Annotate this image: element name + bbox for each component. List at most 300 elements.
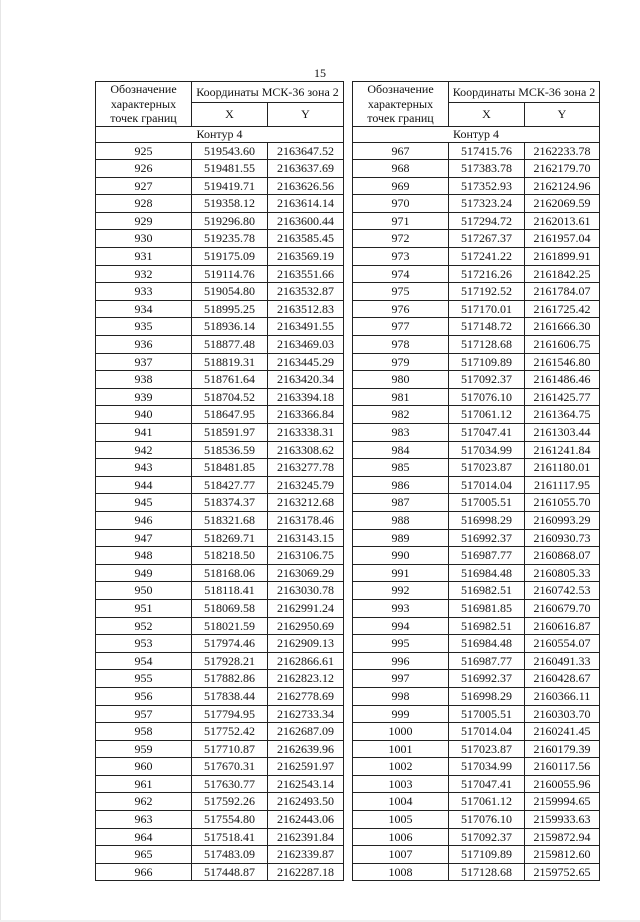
x-value: 517092.37 [449,371,525,389]
table-row [96,265,344,283]
table-row [353,406,600,424]
x-value: 519543.60 [192,142,268,160]
y-value: 2159994.65 [525,793,600,811]
table-row [353,142,600,160]
y-value: 2163277.78 [268,459,344,477]
coordinates-header: Координаты МСК-36 зона 2 [449,82,600,103]
x-value: 517014.04 [449,476,525,494]
y-value: 2163647.52 [268,142,344,160]
y-value: 2161784.07 [525,283,600,301]
y-value: 2163491.55 [268,318,344,336]
point-number: 927 [96,177,192,195]
table-row [353,511,600,529]
x-value: 516998.29 [449,687,525,705]
table-row [353,336,600,354]
table-row [353,652,600,670]
x-value: 517383.78 [449,160,525,178]
x-value: 517630.77 [192,775,268,793]
point-number: 999 [353,705,449,723]
y-value: 2162639.96 [268,740,344,758]
y-value: 2162991.24 [268,599,344,617]
x-value: 517974.46 [192,635,268,653]
y-value: 2160055.96 [525,775,600,793]
x-header: X [449,102,525,126]
table-row [353,617,600,635]
x-value: 518647.95 [192,406,268,424]
y-value: 2163532.87 [268,283,344,301]
y-value: 2163069.29 [268,564,344,582]
y-header: Y [525,102,600,126]
x-value: 518936.14 [192,318,268,336]
y-value: 2163143.15 [268,529,344,547]
table-row [96,863,344,881]
y-value: 2160993.29 [525,511,600,529]
y-value: 2162287.18 [268,863,344,881]
coordinates-header: Координаты МСК-36 зона 2 [192,82,344,103]
table-row [96,758,344,776]
table-row [353,283,600,301]
y-value: 2161666.30 [525,318,600,336]
point-number: 1008 [353,863,449,881]
y-value: 2160366.11 [525,687,600,705]
table-row [353,160,600,178]
table-row [353,547,600,565]
x-value: 517076.10 [449,811,525,829]
point-number: 1003 [353,775,449,793]
x-value: 516982.51 [449,617,525,635]
y-value: 2163585.45 [268,230,344,248]
table-row [96,811,344,829]
y-value: 2163626.56 [268,177,344,195]
table-row [96,705,344,723]
point-number: 937 [96,353,192,371]
y-value: 2162733.34 [268,705,344,723]
point-number: 960 [96,758,192,776]
point-number: 983 [353,424,449,442]
table-row [353,459,600,477]
x-value: 518536.59 [192,441,268,459]
x-value: 517109.89 [449,353,525,371]
point-number: 950 [96,582,192,600]
point-number: 978 [353,336,449,354]
point-number: 989 [353,529,449,547]
table-row [96,846,344,864]
table-row [353,599,600,617]
table-row [353,212,600,230]
x-value: 517023.87 [449,740,525,758]
y-value: 2162179.70 [525,160,600,178]
x-value: 517838.44 [192,687,268,705]
y-value: 2161364.75 [525,406,600,424]
point-number: 949 [96,564,192,582]
x-value: 517794.95 [192,705,268,723]
point-number: 1005 [353,811,449,829]
y-value: 2163394.18 [268,388,344,406]
table-row [96,775,344,793]
x-value: 517014.04 [449,723,525,741]
point-number: 954 [96,652,192,670]
point-number: 971 [353,212,449,230]
point-number: 992 [353,582,449,600]
y-value: 2163420.34 [268,371,344,389]
table-row [96,476,344,494]
table-row [353,388,600,406]
table-row [96,494,344,512]
y-value: 2162493.50 [268,793,344,811]
table-row [353,494,600,512]
y-value: 2161899.91 [525,248,600,266]
y-value: 2160742.53 [525,582,600,600]
y-value: 2161180.01 [525,459,600,477]
table-row [96,424,344,442]
table-row [96,406,344,424]
x-value: 517415.76 [449,142,525,160]
table-row [96,740,344,758]
point-number: 934 [96,300,192,318]
table-row [353,828,600,846]
x-value: 518269.71 [192,529,268,547]
x-value: 517076.10 [449,388,525,406]
point-number: 975 [353,283,449,301]
x-value: 517323.24 [449,195,525,213]
contour-label: Контур 4 [353,126,600,142]
point-number: 939 [96,388,192,406]
point-number: 1006 [353,828,449,846]
table-row [353,635,600,653]
table-row [96,529,344,547]
y-value: 2159933.63 [525,811,600,829]
y-value: 2161055.70 [525,494,600,512]
x-value: 519481.55 [192,160,268,178]
point-number: 935 [96,318,192,336]
x-value: 517554.80 [192,811,268,829]
table-row [96,283,344,301]
table-row [96,670,344,688]
table-row [353,793,600,811]
x-value: 517034.99 [449,758,525,776]
y-header: Y [268,102,344,126]
x-value: 516987.77 [449,547,525,565]
table-row [96,723,344,741]
point-number: 967 [353,142,449,160]
x-value: 517592.26 [192,793,268,811]
point-number: 955 [96,670,192,688]
point-number: 925 [96,142,192,160]
point-number: 990 [353,547,449,565]
rows-body-right [353,142,600,881]
point-number: 981 [353,388,449,406]
x-value: 517352.93 [449,177,525,195]
x-header: X [192,102,268,126]
y-value: 2162543.14 [268,775,344,793]
point-number: 933 [96,283,192,301]
x-value: 516998.29 [449,511,525,529]
point-number: 998 [353,687,449,705]
x-value: 519296.80 [192,212,268,230]
table-row [96,230,344,248]
point-number: 1004 [353,793,449,811]
table-row [96,300,344,318]
table-row [353,863,600,881]
point-number: 947 [96,529,192,547]
y-value: 2161486.46 [525,371,600,389]
coordinates-table-right [352,81,600,881]
y-value: 2162909.13 [268,635,344,653]
table-row [96,177,344,195]
x-value: 516984.48 [449,635,525,653]
y-value: 2163308.62 [268,441,344,459]
y-value: 2162687.09 [268,723,344,741]
y-value: 2162069.59 [525,195,600,213]
x-value: 519175.09 [192,248,268,266]
point-number: 956 [96,687,192,705]
table-row [353,318,600,336]
rows-body-left [96,142,344,881]
y-value: 2162823.12 [268,670,344,688]
point-number: 926 [96,160,192,178]
y-value: 2163614.14 [268,195,344,213]
point-number: 964 [96,828,192,846]
point-number: 930 [96,230,192,248]
y-value: 2160491.33 [525,652,600,670]
table-row [96,599,344,617]
x-value: 519054.80 [192,283,268,301]
table-row [96,371,344,389]
x-value: 517005.51 [449,494,525,512]
y-value: 2161303.44 [525,424,600,442]
point-number: 961 [96,775,192,793]
table-row [353,177,600,195]
table-row [353,687,600,705]
coordinates-table-left [95,81,344,881]
y-value: 2159812.60 [525,846,600,864]
y-value: 2160679.70 [525,599,600,617]
point-number: 973 [353,248,449,266]
table-row [353,723,600,741]
point-number: 996 [353,652,449,670]
y-value: 2163212.68 [268,494,344,512]
x-value: 517023.87 [449,459,525,477]
x-value: 518374.37 [192,494,268,512]
y-value: 2160241.45 [525,723,600,741]
x-value: 517267.37 [449,230,525,248]
designation-header: Обозначение характерных точек границ [96,82,192,127]
table-row [96,582,344,600]
table-row [96,388,344,406]
x-value: 516992.37 [449,529,525,547]
point-number: 945 [96,494,192,512]
x-value: 518218.50 [192,547,268,565]
table-row [96,336,344,354]
y-value: 2163366.84 [268,406,344,424]
x-value: 518118.41 [192,582,268,600]
y-value: 2161725.42 [525,300,600,318]
y-value: 2161425.77 [525,388,600,406]
y-value: 2160930.73 [525,529,600,547]
x-value: 518877.48 [192,336,268,354]
table-row [96,687,344,705]
table-row [96,652,344,670]
point-number: 963 [96,811,192,829]
table-row [96,547,344,565]
point-number: 995 [353,635,449,653]
page-number: 15 [314,66,326,80]
y-value: 2163030.78 [268,582,344,600]
point-number: 941 [96,424,192,442]
y-value: 2162443.06 [268,811,344,829]
x-value: 517170.01 [449,300,525,318]
table-row [353,775,600,793]
x-value: 517047.41 [449,424,525,442]
point-number: 976 [353,300,449,318]
y-value: 2160117.56 [525,758,600,776]
x-value: 518481.85 [192,459,268,477]
y-value: 2160805.33 [525,564,600,582]
table-row [96,212,344,230]
point-number: 962 [96,793,192,811]
point-number: 966 [96,863,192,881]
x-value: 517034.99 [449,441,525,459]
y-value: 2163106.75 [268,547,344,565]
x-value: 517752.42 [192,723,268,741]
x-value: 517483.09 [192,846,268,864]
point-number: 940 [96,406,192,424]
x-value: 516981.85 [449,599,525,617]
y-value: 2161117.95 [525,476,600,494]
y-value: 2160616.87 [525,617,600,635]
table-row [353,441,600,459]
y-value: 2162233.78 [525,142,600,160]
point-number: 929 [96,212,192,230]
x-value: 516992.37 [449,670,525,688]
table-row [353,265,600,283]
x-value: 517882.86 [192,670,268,688]
table-row [353,758,600,776]
point-number: 1002 [353,758,449,776]
y-value: 2162866.61 [268,652,344,670]
table-row [353,670,600,688]
point-number: 944 [96,476,192,494]
point-number: 972 [353,230,449,248]
contour-label: Контур 4 [96,126,344,142]
y-value: 2161606.75 [525,336,600,354]
x-value: 517192.52 [449,283,525,301]
point-number: 943 [96,459,192,477]
table-row [353,564,600,582]
point-number: 948 [96,547,192,565]
x-value: 517061.12 [449,793,525,811]
x-value: 517047.41 [449,775,525,793]
point-number: 1007 [353,846,449,864]
y-value: 2162391.84 [268,828,344,846]
table-row [353,740,600,758]
x-value: 517092.37 [449,828,525,846]
point-number: 988 [353,511,449,529]
coordinates-tables [95,81,599,879]
y-value: 2163569.19 [268,248,344,266]
y-value: 2160179.39 [525,740,600,758]
x-value: 517670.31 [192,758,268,776]
y-value: 2159872.94 [525,828,600,846]
y-value: 2161842.25 [525,265,600,283]
y-value: 2160868.07 [525,547,600,565]
point-number: 1001 [353,740,449,758]
x-value: 517216.26 [449,265,525,283]
y-value: 2161546.80 [525,353,600,371]
x-value: 519419.71 [192,177,268,195]
y-value: 2163445.29 [268,353,344,371]
point-number: 958 [96,723,192,741]
table-row [96,248,344,266]
x-value: 517294.72 [449,212,525,230]
table-row [353,529,600,547]
x-value: 518591.97 [192,424,268,442]
x-value: 517109.89 [449,846,525,864]
y-value: 2163512.83 [268,300,344,318]
table-row [353,230,600,248]
table-row [96,828,344,846]
x-value: 516984.48 [449,564,525,582]
point-number: 942 [96,441,192,459]
table-row [353,353,600,371]
table-row [353,371,600,389]
y-value: 2160303.70 [525,705,600,723]
x-value: 517128.68 [449,336,525,354]
point-number: 970 [353,195,449,213]
point-number: 997 [353,670,449,688]
x-value: 518704.52 [192,388,268,406]
point-number: 985 [353,459,449,477]
point-number: 986 [353,476,449,494]
x-value: 518819.31 [192,353,268,371]
x-value: 517518.41 [192,828,268,846]
designation-header: Обозначение характерных точек границ [353,82,449,127]
x-value: 517005.51 [449,705,525,723]
y-value: 2163600.44 [268,212,344,230]
x-value: 518427.77 [192,476,268,494]
point-number: 928 [96,195,192,213]
x-value: 519235.78 [192,230,268,248]
table-row [96,441,344,459]
y-value: 2163178.46 [268,511,344,529]
y-value: 2162778.69 [268,687,344,705]
y-value: 2160554.07 [525,635,600,653]
y-value: 2161241.84 [525,441,600,459]
point-number: 991 [353,564,449,582]
point-number: 982 [353,406,449,424]
y-value: 2162339.87 [268,846,344,864]
point-number: 993 [353,599,449,617]
y-value: 2160428.67 [525,670,600,688]
table-row [353,476,600,494]
x-value: 519114.76 [192,265,268,283]
point-number: 994 [353,617,449,635]
table-row [353,248,600,266]
table-row [96,793,344,811]
scan-edge [0,0,1,922]
point-number: 965 [96,846,192,864]
point-number: 1000 [353,723,449,741]
point-number: 977 [353,318,449,336]
point-number: 938 [96,371,192,389]
x-value: 516982.51 [449,582,525,600]
table-row [353,424,600,442]
y-value: 2161957.04 [525,230,600,248]
x-value: 518321.68 [192,511,268,529]
table-row [353,811,600,829]
y-value: 2162950.69 [268,617,344,635]
table-row [96,635,344,653]
